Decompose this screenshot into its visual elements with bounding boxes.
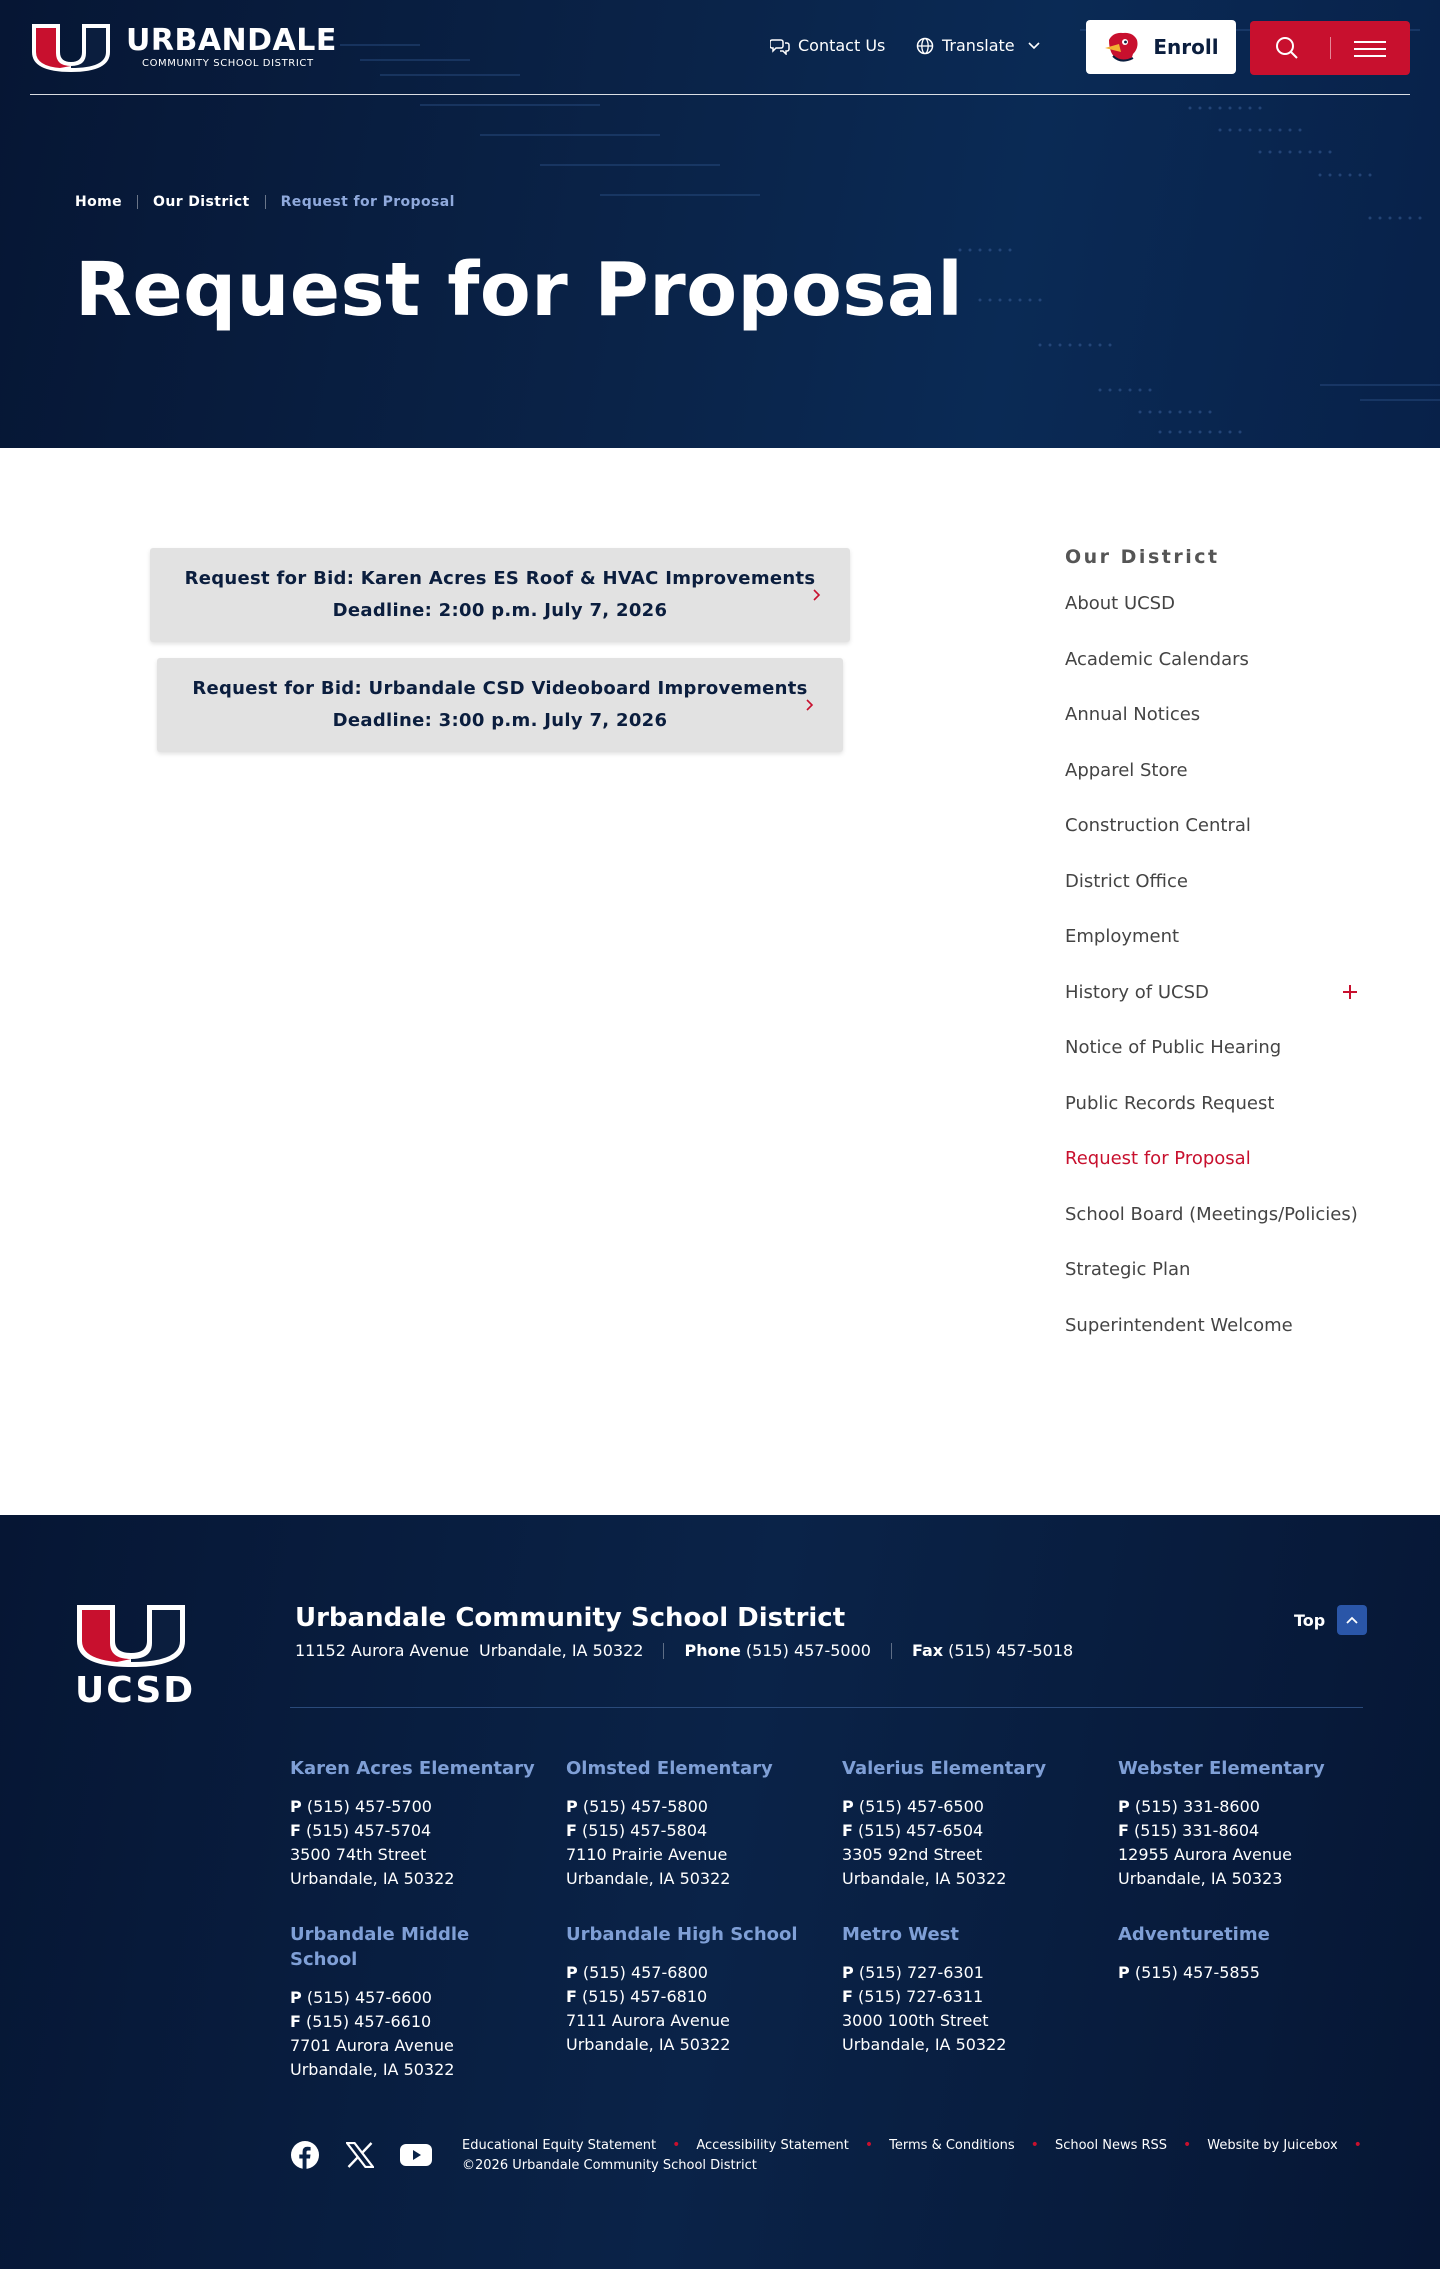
phone-prefix: P: [1118, 1797, 1130, 1816]
school-name[interactable]: Metro West: [842, 1924, 959, 1945]
school-adventuretime: [1118, 1922, 1378, 1985]
school-phone[interactable]: (515) 457-5700: [306, 1797, 432, 1816]
back-to-top[interactable]: [1294, 1605, 1367, 1635]
sidebar-item-district-office[interactable]: District Office: [1065, 870, 1188, 892]
school-valerius: [842, 1756, 1102, 1891]
fax-prefix: F: [842, 1821, 853, 1840]
translate-label: Translate: [942, 36, 1015, 55]
chevron-down-icon: [1027, 41, 1041, 51]
fax-prefix: F: [290, 2012, 301, 2031]
school-name[interactable]: Urbandale Middle School: [290, 1924, 470, 1970]
bid-title: Request for Bid: Karen Acres ES Roof & HVAC Improvements: [184, 568, 816, 589]
school-city: Urbandale, IA 50322: [842, 2035, 1007, 2054]
school-phone[interactable]: (515) 457-5800: [582, 1797, 708, 1816]
school-city: Urbandale, IA 50322: [566, 2035, 731, 2054]
sidebar-item-school-board[interactable]: School Board (Meetings/Policies): [1065, 1203, 1358, 1225]
phone-prefix: P: [842, 1963, 854, 1982]
u-logo-icon: [75, 1603, 187, 1669]
chevron-up-icon: [1345, 1615, 1359, 1625]
bid-deadline: Deadline: 2:00 p.m. July 7, 2026: [332, 600, 668, 621]
school-street: 12955 Aurora Avenue: [1118, 1845, 1292, 1864]
school-phone[interactable]: (515) 457-5855: [1134, 1963, 1260, 1982]
school-name[interactable]: Adventuretime: [1118, 1924, 1270, 1945]
district-street: 11152 Aurora Avenue: [295, 1641, 469, 1660]
school-city: Urbandale, IA 50322: [566, 1869, 731, 1888]
bid-deadline: Deadline: 3:00 p.m. July 7, 2026: [332, 710, 668, 731]
school-city: Urbandale, IA 50322: [842, 1869, 1007, 1888]
actions-divider: [1330, 37, 1331, 59]
link-educational-equity[interactable]: Educational Equity Statement: [462, 2137, 657, 2153]
footer-logo-text: UCSD: [75, 1670, 196, 1711]
enroll-label: Enroll: [1153, 35, 1219, 59]
header-divider: [30, 94, 1410, 95]
chevron-right-icon: [805, 697, 815, 713]
bid-title: Request for Bid: Urbandale CSD Videoboard Improvements: [192, 678, 808, 699]
school-fax: (515) 457-5804: [582, 1821, 708, 1840]
link-separator: •: [1183, 2137, 1192, 2153]
district-city: Urbandale, IA 50322: [479, 1641, 644, 1660]
breadcrumb-our-district[interactable]: Our District: [153, 194, 250, 210]
school-street: 3305 92nd Street: [842, 1845, 983, 1864]
enroll-button[interactable]: [1086, 20, 1236, 74]
school-street: 3000 100th Street: [842, 2011, 989, 2030]
school-city: Urbandale, IA 50322: [290, 1869, 455, 1888]
chevron-right-icon: [812, 587, 822, 603]
youtube-icon[interactable]: [400, 2143, 432, 2167]
address-separator: [663, 1643, 664, 1659]
sidebar-item-annual-notices[interactable]: Annual Notices: [1065, 704, 1201, 725]
school-webster: [1118, 1756, 1378, 1891]
sidebar-item-public-records-request[interactable]: Public Records Request: [1065, 1092, 1275, 1114]
school-phone[interactable]: (515) 727-6301: [858, 1963, 984, 1982]
school-phone[interactable]: (515) 331-8600: [1134, 1797, 1260, 1816]
breadcrumb: [75, 194, 455, 210]
breadcrumb-home[interactable]: Home: [75, 194, 123, 210]
school-street: 7701 Aurora Avenue: [290, 2036, 454, 2055]
footer-links: [462, 2137, 1378, 2153]
chat-icon: [770, 37, 790, 55]
logo-subtitle: COMMUNITY SCHOOL DISTRICT: [142, 58, 314, 69]
sidebar-item-strategic-plan[interactable]: Strategic Plan: [1065, 1259, 1191, 1280]
school-fax: (515) 457-6810: [582, 1987, 708, 2006]
phone-prefix: P: [290, 1988, 302, 2007]
school-metro-west: [842, 1922, 1102, 2057]
school-fax: (515) 457-6610: [306, 2012, 432, 2031]
school-name[interactable]: Olmsted Elementary: [566, 1758, 773, 1779]
school-fax: (515) 457-6504: [858, 1821, 984, 1840]
fax-prefix: F: [842, 1987, 853, 2006]
school-city: Urbandale, IA 50323: [1118, 1869, 1283, 1888]
school-street: 7111 Aurora Avenue: [566, 2011, 730, 2030]
district-fax: (515) 457-5018: [948, 1641, 1074, 1660]
school-street: 7110 Prairie Avenue: [566, 1845, 728, 1864]
district-name: Urbandale Community School District: [295, 1603, 846, 1633]
school-fax: (515) 457-5704: [306, 1821, 432, 1840]
school-karen-acres: [290, 1756, 550, 1891]
school-fax: (515) 727-6311: [858, 1987, 984, 2006]
phone-prefix: P: [566, 1797, 578, 1816]
school-urbandale-middle: [290, 1922, 540, 2082]
plus-icon[interactable]: [1341, 983, 1359, 1001]
top-label: Top: [1294, 1610, 1326, 1630]
sidebar-item-employment[interactable]: Employment: [1065, 926, 1180, 947]
link-separator: •: [1030, 2137, 1039, 2153]
fax-label: Fax: [911, 1641, 944, 1660]
contact-us-label: Contact Us: [798, 36, 886, 55]
sidebar-item-request-for-proposal[interactable]: Request for Proposal: [1065, 1148, 1251, 1169]
fax-prefix: F: [566, 1821, 577, 1840]
phone-prefix: P: [1118, 1963, 1130, 1982]
sidebar-title: Our District: [1065, 546, 1220, 568]
copyright: ©2026 Urbandale Community School District: [462, 2158, 757, 2173]
bid-link-videoboard[interactable]: [157, 658, 843, 752]
school-phone[interactable]: (515) 457-6500: [858, 1797, 984, 1816]
school-name[interactable]: Urbandale High School: [566, 1924, 798, 1945]
footer: [0, 1515, 1440, 2269]
district-address: [295, 1641, 1073, 1660]
fax-prefix: F: [566, 1987, 577, 2006]
sidebar-item-academic-calendars[interactable]: Academic Calendars: [1065, 648, 1249, 670]
school-name[interactable]: Valerius Elementary: [842, 1758, 1047, 1779]
address-separator: [891, 1643, 892, 1659]
school-name[interactable]: Webster Elementary: [1118, 1758, 1325, 1779]
phone-prefix: P: [842, 1797, 854, 1816]
link-separator: •: [864, 2137, 874, 2153]
mascot-icon: [1103, 30, 1143, 64]
u-logo-icon: [30, 22, 112, 74]
breadcrumb-separator: [137, 195, 138, 209]
contact-us-link[interactable]: [770, 36, 885, 55]
breadcrumb-separator: [265, 195, 266, 209]
school-city: Urbandale, IA 50322: [290, 2060, 455, 2079]
social-links: [290, 2140, 432, 2170]
school-fax: (515) 331-8604: [1134, 1821, 1260, 1840]
search-icon[interactable]: [1274, 35, 1300, 61]
school-phone[interactable]: (515) 457-6800: [582, 1963, 708, 1982]
top-button[interactable]: [1337, 1605, 1367, 1635]
footer-divider: [290, 1707, 1363, 1708]
school-urbandale-high: [566, 1922, 826, 2057]
x-icon[interactable]: [346, 2142, 374, 2168]
school-olmsted: [566, 1756, 826, 1891]
hero-banner: [0, 0, 1440, 448]
phone-prefix: P: [290, 1797, 302, 1816]
menu-icon[interactable]: [1354, 39, 1386, 59]
sidebar-item-superintendent-welcome[interactable]: Superintendent Welcome: [1065, 1314, 1293, 1336]
fax-prefix: F: [1118, 1821, 1129, 1840]
translate-dropdown[interactable]: [916, 36, 1041, 55]
sidebar-item-history-of-ucsd[interactable]: [1065, 975, 1365, 1031]
phone-label: Phone: [684, 1641, 741, 1660]
page-title: Request for Proposal: [75, 247, 964, 333]
globe-icon: [916, 37, 934, 55]
link-separator: •: [672, 2137, 681, 2153]
fax-prefix: F: [290, 1821, 301, 1840]
school-name[interactable]: Karen Acres Elementary: [290, 1758, 535, 1779]
facebook-icon[interactable]: [290, 2140, 320, 2170]
link-rss[interactable]: School News RSS: [1054, 2137, 1168, 2153]
school-street: 3500 74th Street: [290, 1845, 427, 1864]
sidebar-item-apparel-store[interactable]: Apparel Store: [1065, 759, 1188, 781]
link-juicebox[interactable]: Website by Juicebox: [1207, 2137, 1338, 2153]
district-phone[interactable]: (515) 457-5000: [745, 1641, 871, 1660]
bid-link-karen-acres[interactable]: [150, 548, 850, 642]
breadcrumb-current: Request for Proposal: [280, 194, 455, 210]
school-phone[interactable]: (515) 457-6600: [306, 1988, 432, 2007]
link-separator: •: [1353, 2137, 1362, 2153]
sidebar-item-label: History of UCSD: [1065, 981, 1209, 1003]
footer-logo[interactable]: [75, 1603, 196, 1711]
sidebar-item-about-ucsd[interactable]: About UCSD: [1065, 593, 1175, 614]
sidebar-item-construction-central[interactable]: Construction Central: [1065, 815, 1251, 836]
link-accessibility[interactable]: Accessibility Statement: [696, 2137, 849, 2153]
sidebar-item-notice-of-public-hearing[interactable]: Notice of Public Hearing: [1065, 1037, 1282, 1058]
link-terms[interactable]: Terms & Conditions: [889, 2137, 1015, 2153]
top-navigation: [30, 20, 1410, 76]
district-logo[interactable]: [30, 22, 337, 72]
sidebar-nav: [1065, 586, 1365, 1363]
phone-prefix: P: [566, 1963, 578, 1982]
header-actions: [1250, 21, 1410, 75]
logo-title: URBANDALE: [126, 23, 337, 58]
